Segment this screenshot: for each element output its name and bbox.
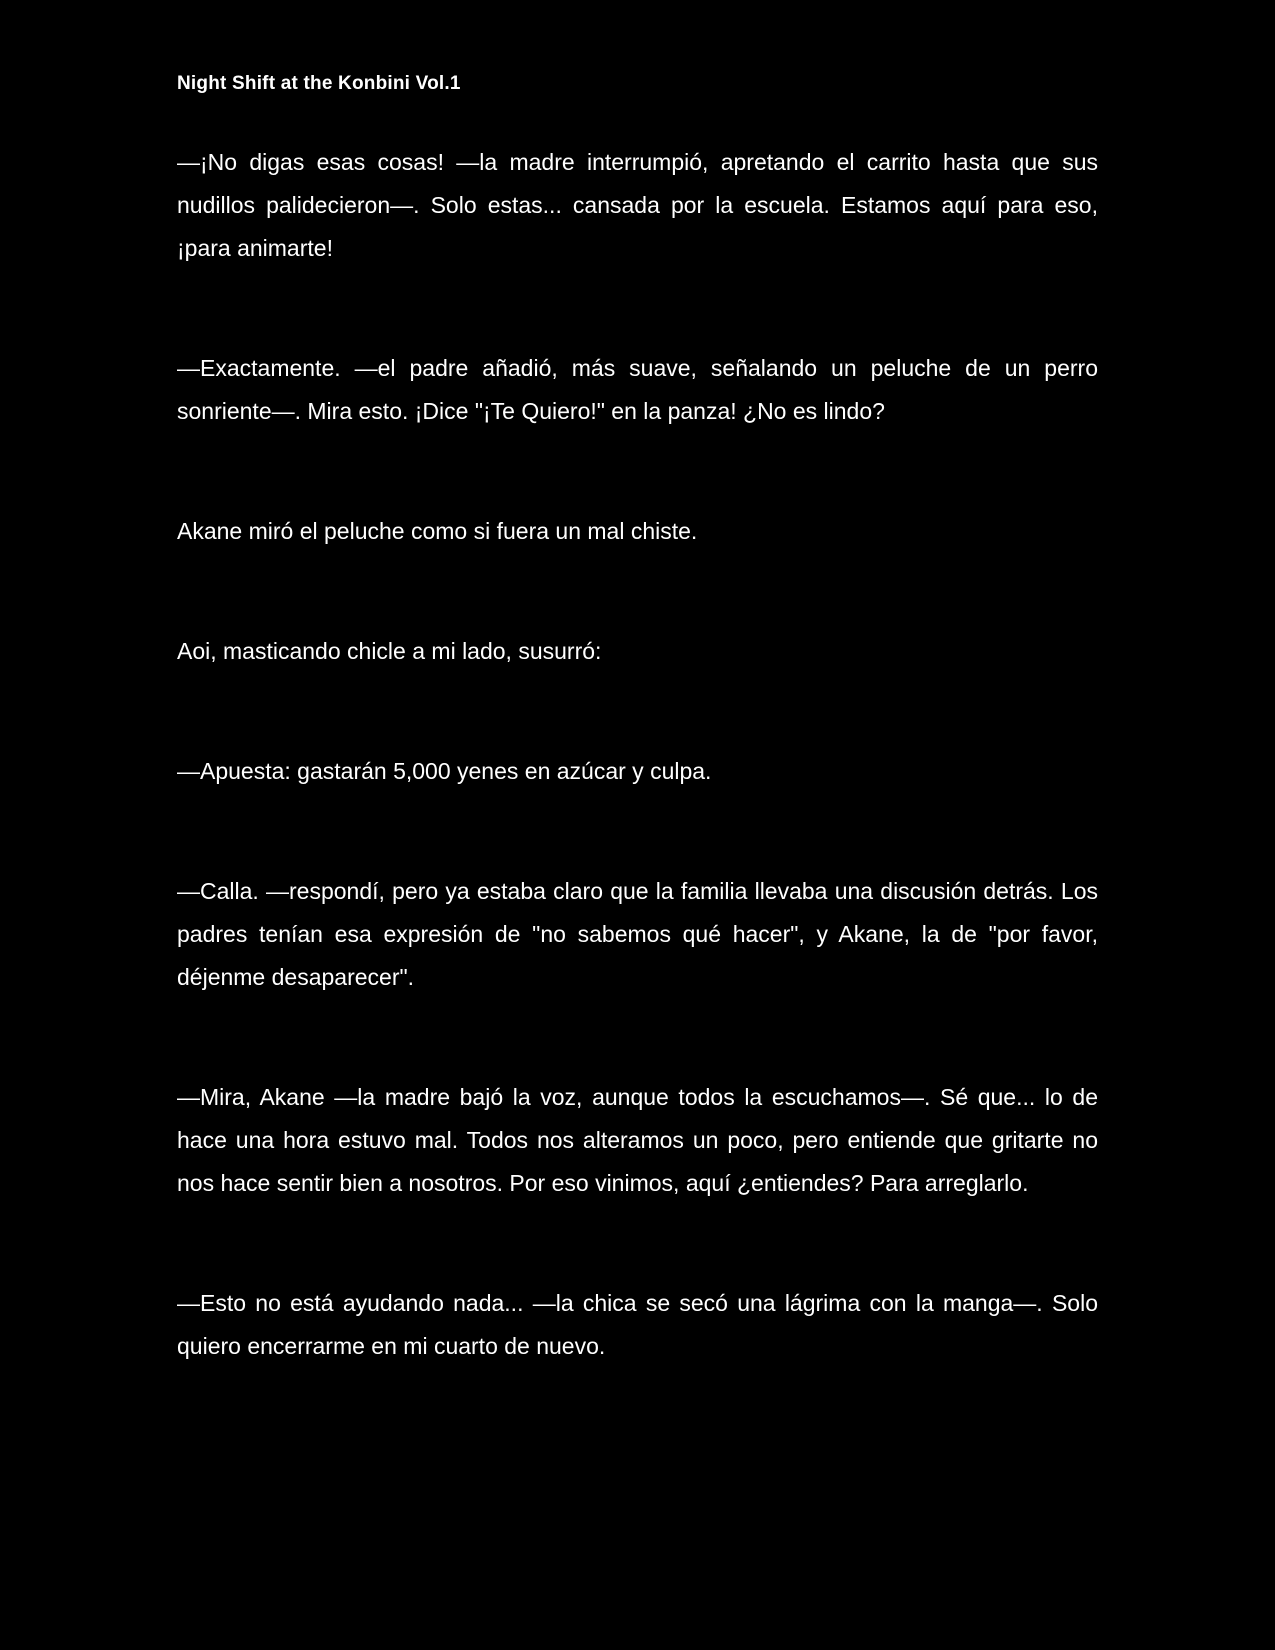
paragraph: —Exactamente. —el padre añadió, más suave, señalando un peluche de un perro sonriente—. Mira esto. ¡Dice "¡Te Quiero!" en la panza! ¿No es lindo? bbox=[177, 355, 1098, 424]
paragraph: —¡No digas esas cosas! —la madre interrumpió, apretando el carrito hasta que sus nudillos palidecieron—. Solo estas... cansada por la escuela. Estamos aquí para eso, ¡para animarte! bbox=[177, 149, 1098, 261]
paragraph: —Apuesta: gastarán 5,000 yenes en azúcar y culpa. bbox=[177, 758, 712, 784]
paragraph: Akane miró el peluche como si fuera un mal chiste. bbox=[177, 518, 698, 544]
paragraph: —Esto no está ayudando nada... —la chica se secó una lágrima con la manga—. Solo quiero encerrarme en mi cuarto de nuevo. bbox=[177, 1290, 1098, 1359]
paragraph: —Mira, Akane —la madre bajó la voz, aunque todos la escuchamos—. Sé que... lo de hace una hora estuvo mal. Todos nos alteramos un poco, pero entiende que gritarte no nos hace sentir bien a nosotros. Por eso vinimos, aquí ¿entiendes? Para arreglarlo. bbox=[177, 1084, 1098, 1196]
paragraph: Aoi, masticando chicle a mi lado, susurró: bbox=[177, 638, 602, 664]
running-header: Night Shift at the Konbini Vol.1 bbox=[177, 73, 461, 94]
paragraph: —Calla. —respondí, pero ya estaba claro que la familia llevaba una discusión detrás. Los padres tenían esa expresión de "no sabemos qué hacer", y Akane, la de "por favor, déjenme desaparecer". bbox=[177, 878, 1098, 990]
body-text bbox=[177, 141, 1098, 1445]
